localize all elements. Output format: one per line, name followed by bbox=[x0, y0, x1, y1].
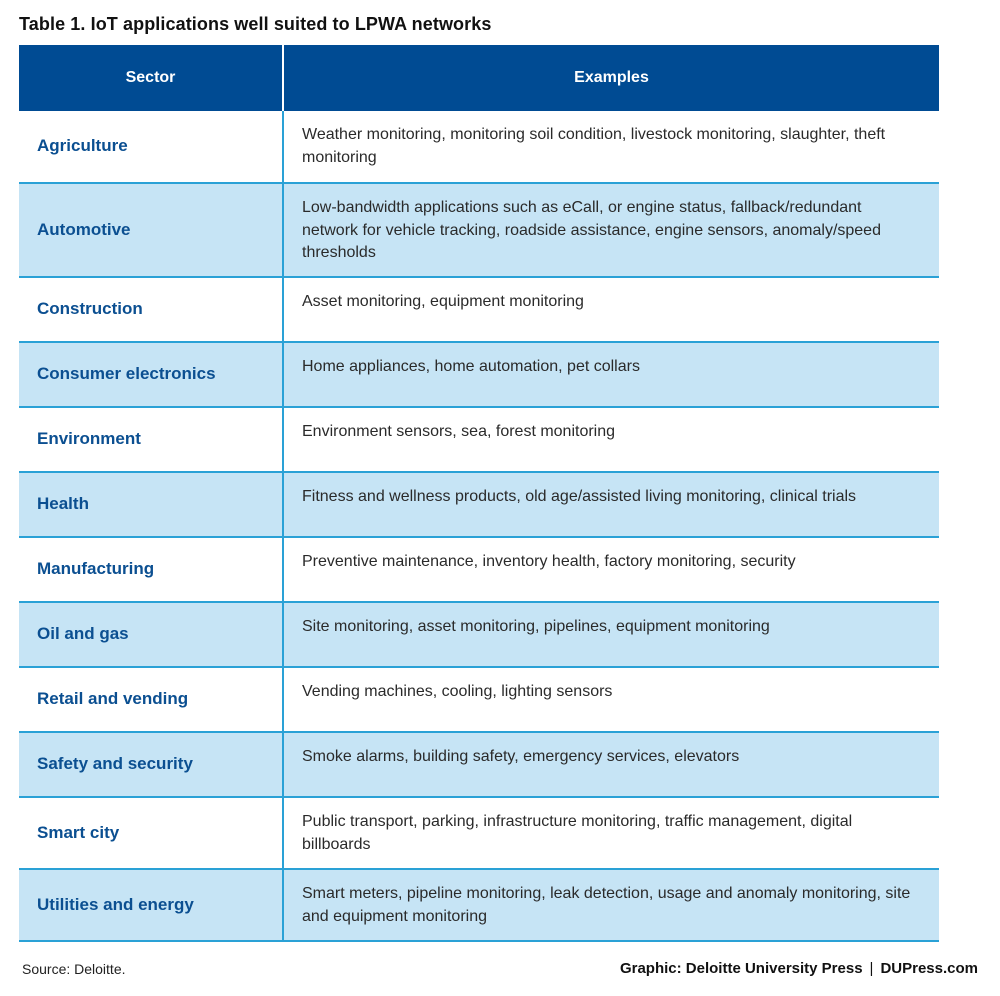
lpwa-applications-table bbox=[19, 45, 939, 942]
table-title: Table 1. IoT applications well suited to LPWA networks bbox=[19, 14, 492, 34]
table-row bbox=[19, 732, 939, 797]
table-row bbox=[19, 869, 939, 941]
examples-cell: Home appliances, home automation, pet collars bbox=[283, 342, 939, 407]
table-row bbox=[19, 667, 939, 732]
sector-cell: Health bbox=[19, 472, 283, 537]
examples-cell: Low-bandwidth applications such as eCall, or engine status, fallback/redundant network for vehicle tracking, roadside assistance, engine sensors, anomaly/speed thresholds bbox=[283, 183, 939, 277]
examples-cell: Fitness and wellness products, old age/assisted living monitoring, clinical trials bbox=[283, 472, 939, 537]
table-row bbox=[19, 111, 939, 183]
sector-cell: Agriculture bbox=[19, 111, 283, 183]
examples-cell: Smoke alarms, building safety, emergency services, elevators bbox=[283, 732, 939, 797]
sector-cell: Retail and vending bbox=[19, 667, 283, 732]
sector-cell: Consumer electronics bbox=[19, 342, 283, 407]
examples-cell: Smart meters, pipeline monitoring, leak detection, usage and anomaly monitoring, site and equipment monitoring bbox=[283, 869, 939, 941]
sector-cell: Oil and gas bbox=[19, 602, 283, 667]
site-link[interactable]: DUPress.com bbox=[880, 960, 978, 977]
table-row bbox=[19, 342, 939, 407]
sector-cell: Safety and security bbox=[19, 732, 283, 797]
column-header-sector: Sector bbox=[19, 45, 283, 111]
graphic-credit-text: Graphic: Deloitte University Press bbox=[619, 960, 863, 977]
table-row bbox=[19, 277, 939, 342]
table-row bbox=[19, 537, 939, 602]
table-row bbox=[19, 797, 939, 869]
credit-separator: | bbox=[869, 960, 874, 977]
table-row bbox=[19, 183, 939, 277]
examples-cell: Vending machines, cooling, lighting sensors bbox=[283, 667, 939, 732]
examples-cell: Weather monitoring, monitoring soil condition, livestock monitoring, slaughter, theft monitoring bbox=[283, 111, 939, 183]
sector-cell: Smart city bbox=[19, 797, 283, 869]
sector-cell: Automotive bbox=[19, 183, 283, 277]
source-note: Source: Deloitte. bbox=[22, 961, 126, 977]
table-row bbox=[19, 602, 939, 667]
sector-cell: Construction bbox=[19, 277, 283, 342]
column-header-examples: Examples bbox=[283, 45, 939, 111]
sector-cell: Utilities and energy bbox=[19, 869, 283, 941]
examples-cell: Asset monitoring, equipment monitoring bbox=[283, 277, 939, 342]
table-header-row bbox=[19, 45, 939, 111]
table-row bbox=[19, 472, 939, 537]
sector-cell: Manufacturing bbox=[19, 537, 283, 602]
examples-cell: Preventive maintenance, inventory health, factory monitoring, security bbox=[283, 537, 939, 602]
examples-cell: Environment sensors, sea, forest monitoring bbox=[283, 407, 939, 472]
examples-cell: Site monitoring, asset monitoring, pipelines, equipment monitoring bbox=[283, 602, 939, 667]
graphic-credit bbox=[620, 960, 978, 977]
sector-cell: Environment bbox=[19, 407, 283, 472]
table-row bbox=[19, 407, 939, 472]
examples-cell: Public transport, parking, infrastructure monitoring, traffic management, digital billboards bbox=[283, 797, 939, 869]
